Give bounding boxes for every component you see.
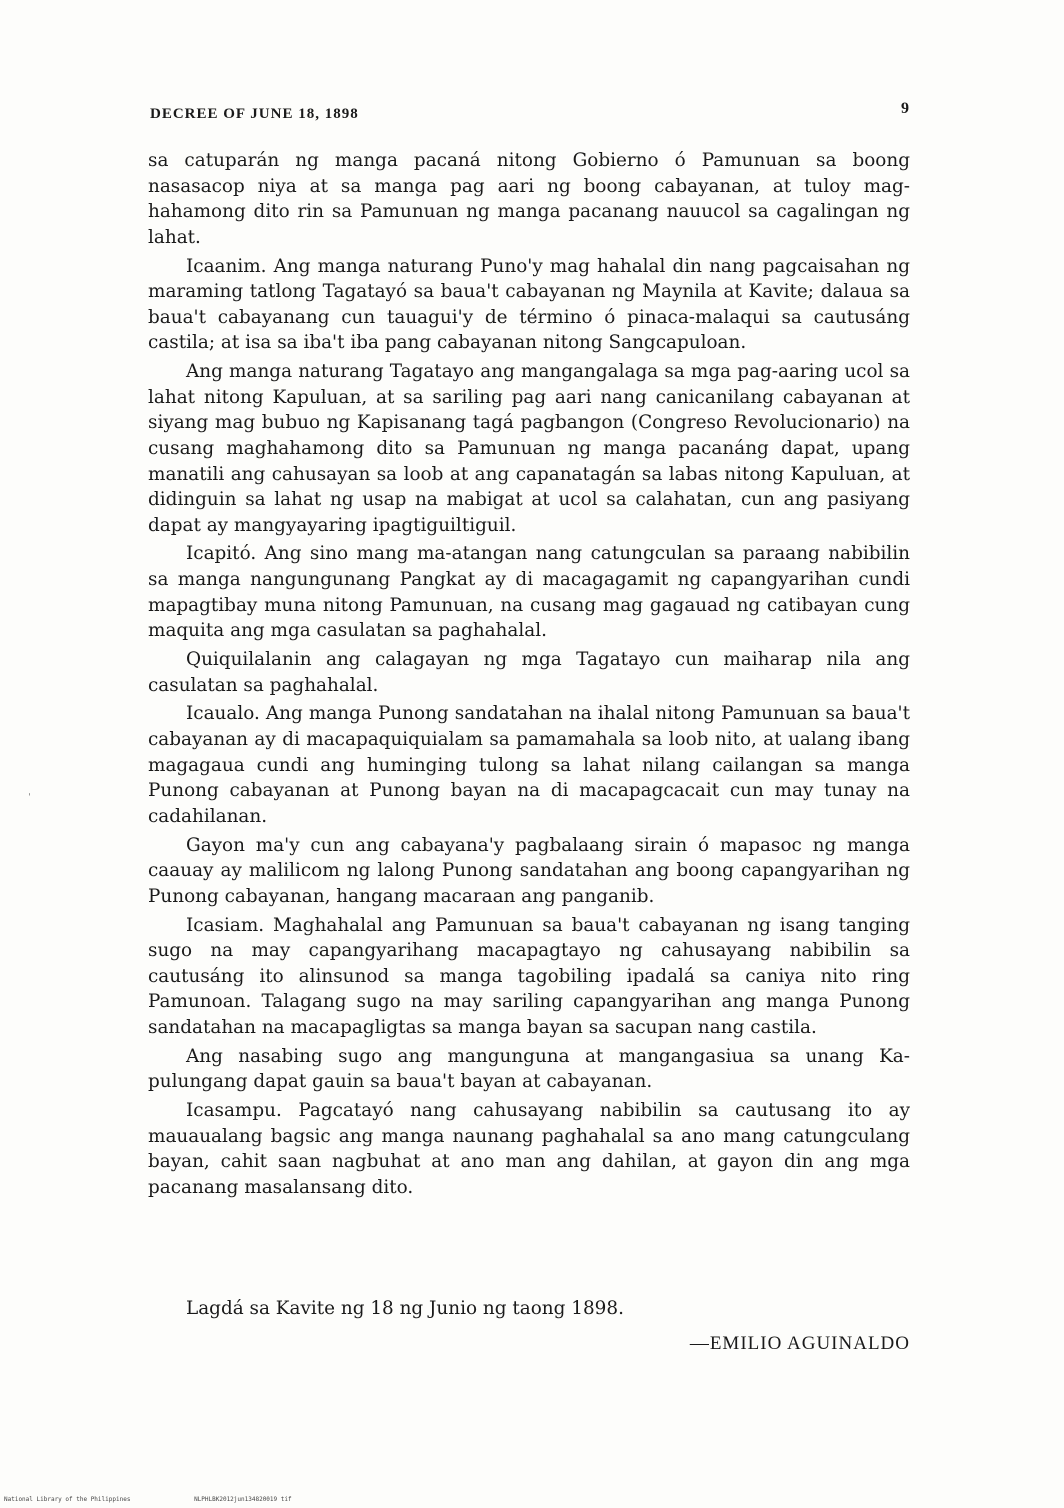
running-header-title: DECREE OF JUNE 18, 1898 <box>150 106 359 122</box>
paragraph-icasampu: Icasampu. Pagcatayó nang cahusayang nabibilin sa cautusang ito ay mauaualang bagsic ang manga naunang paghahalal sa ano mang catungculang bayan, cahit saan nagbuhat at ano man ang dahilan, at gayon din ang mga pacanang masalansang dito. <box>148 1100 910 1198</box>
paragraph-gayon: Gayon ma'y cun ang cabayana'y pagbalaang sirain ó mapasoc ng manga caauay ay malilicom ng lalong Punong sandatahan ang boong capangyarihan ng Punong cabayanan, hangang macaraan ang panganib. <box>148 834 910 907</box>
signature: —EMILIO AGUINALDO <box>689 1332 910 1354</box>
scan-footer <box>4 1496 352 1503</box>
paragraph-quiquilalanin: Quiquilalanin ang calagayan ng mga Tagatayo cun maiharap nila ang casulatan sa paghahalal. <box>148 649 910 696</box>
footer-file-id: NLPHLBK2012jun134820019 tif <box>194 1496 292 1503</box>
paragraph-icaualo: Icaualo. Ang manga Punong sandatahan na ihalal nitong Pamunuan sa baua't cabayanan ay di macapaquiquialam sa pamamahala sa loob nito, at ualang ibang magagaua cundi ang huminging tulong sa lahat nilang cailangan sa manga Punong cabayanan at Punong bayan na di macapagcacait cun may tunay na cadahilanan. <box>148 703 910 827</box>
paragraph-icaanim: Icaanim. Ang manga naturang Puno'y mag hahalal din nang pagcaisahan ng maraming tatlong Tagatayó sa baua't cabayanan ng Maynila at Kavite; dalaua sa baua't cabayanang cun tauagui'y de término ó pinaca-malaqui sa cautusáng castila; at isa sa iba't iba pang cabayanan nitong Sangcapuloan. <box>148 255 910 354</box>
paragraph-sugo: Ang nasabing sugo ang mangunguna at mangangasiua sa unang Kapulungang dapat gauin sa baua't bayan at cabayanan. <box>148 1045 910 1093</box>
decree-body <box>148 148 910 1204</box>
margin-speck-icon: ˈ <box>28 793 31 804</box>
paragraph-continuation: sa catuparán ng manga pacaná nitong Gobierno ó Pamunuan sa boong nasasacop niya at sa manga pag aari ng boong cabayanan, at tuloy maghahamong dito rin sa Pamunuan ng manga pacanang nauucol sa cagalingan ng lahat. <box>148 150 910 248</box>
page-number: 9 <box>901 100 910 117</box>
closing-block <box>148 1296 910 1356</box>
dateline: Lagdá sa Kavite ng 18 ng Junio ng taong 1898. <box>186 1298 624 1319</box>
paragraph-icapito: Icapitó. Ang sino mang ma-atangan nang catungculan sa paraang nabibilin sa manga nangungunang Pangkat ay di macagagamit ng capangyarihan cundi mapagtibay muna nitong Pamunuan, na cusang mag gagauad ng catibayan cung maquita ang mga casulatan sa paghahalal. <box>148 543 910 642</box>
footer-library: National Library of the Philippines <box>4 1496 131 1503</box>
paragraph-tagatayo: Ang manga naturang Tagatayo ang mangangalaga sa mga pag-aaring ucol sa lahat nitong Kapuluan, at sa sariling pag aari nang canicanilang cabayanan at siyang mag bubuo ng Kapisanang tagá pagbangon (Congreso Revolucionario) na cusang maghahamong dito sa Pamunuan ng manga pacanáng dapat, upang manatili ang cahusayan sa loob at ang capanatagán sa labas nitong Kapuluan, at didinguin sa lahat ng usap na mabigat at ucol sa calahatan, cun ang pasiyang dapat ay mangyayaring ipagtiguiltiguil. <box>148 361 910 536</box>
running-header <box>150 100 910 130</box>
paragraph-icasiam: Icasiam. Maghahalal ang Pamunuan sa baua't cabayanan ng isang tanging sugo na may capangyarihang macapagtayo ng cahusayang nabibilin sa cautusáng ito alinsunod sa manga tagobiling ipadalá sa caniya nito ring Pamunoan. Talagang sugo na may sariling capangyarihan ang manga Punong sandatahan na macapagligtas sa manga bayan sa sacupan nang castila. <box>148 914 910 1038</box>
